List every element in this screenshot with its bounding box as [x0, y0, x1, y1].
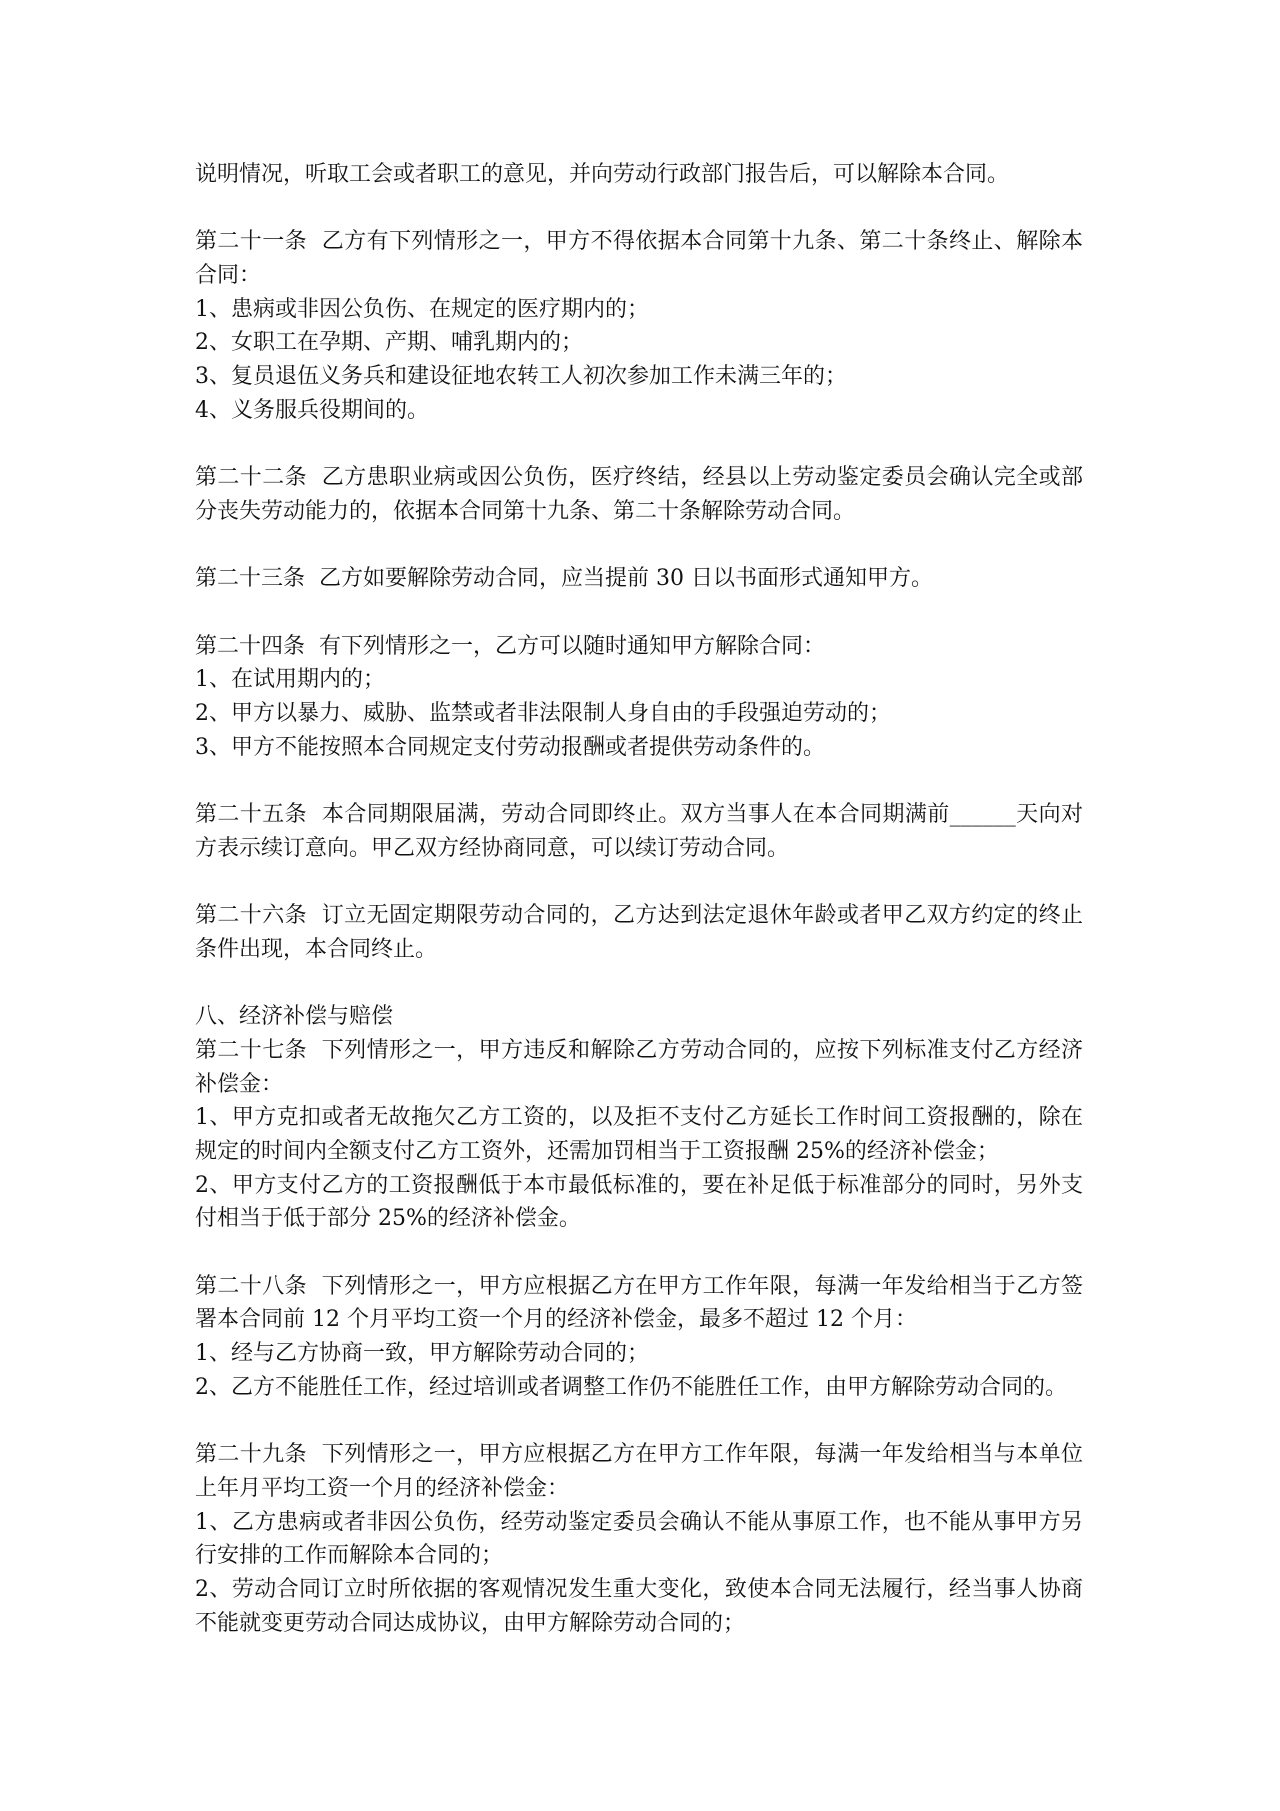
clause — [195, 1371, 1083, 1405]
clause — [195, 697, 1083, 731]
text-line: 4、义务服兵役期间的。 — [195, 397, 429, 423]
section-heading: 八、经济补偿与赔偿 — [195, 1004, 394, 1030]
text-line: 第二十九条 下列情形之一，甲方应根据乙方在甲方工作年限，每满一年发给相当与本单位 — [195, 1442, 1083, 1468]
clause — [195, 293, 1083, 327]
text-line: 第二十六条 订立无固定期限劳动合同的，乙方达到法定退休年龄或者甲乙双方约定的终止 — [195, 903, 1083, 929]
text-line: 补偿金： — [195, 1071, 284, 1097]
paragraph — [195, 630, 1083, 765]
text-line: 分丧失劳动能力的，依据本合同第十九条、第二十条解除劳动合同。 — [195, 498, 856, 524]
text-line: 1、乙方患病或者非因公负伤，经劳动鉴定委员会确认不能从事原工作，也不能从事甲方另 — [195, 1509, 1083, 1535]
clause — [195, 225, 1083, 292]
document-body — [195, 158, 1083, 1640]
paragraph — [195, 899, 1083, 966]
text-line: 第二十一条 乙方有下列情形之一，甲方不得依据本合同第十九条、第二十条终止、解除本 — [195, 229, 1083, 255]
text-line: 1、在试用期内的； — [195, 667, 385, 693]
paragraph — [195, 461, 1083, 528]
clause — [195, 731, 1083, 765]
clause — [195, 1270, 1083, 1337]
text-line: 2、甲方支付乙方的工资报酬低于本市最低标准的，要在补足低于标准部分的同时，另外支 — [195, 1172, 1083, 1198]
text-line: 第二十七条 下列情形之一，甲方违反和解除乙方劳动合同的，应按下列标准支付乙方经济 — [195, 1037, 1083, 1063]
clause — [195, 158, 1083, 192]
clause — [195, 1337, 1083, 1371]
text-line: 第二十二条 乙方患职业病或因公负伤，医疗终结，经县以上劳动鉴定委员会确认完全或部 — [195, 465, 1083, 491]
clause — [195, 394, 1083, 428]
clause — [195, 798, 1083, 865]
text-line: 第二十三条 乙方如要解除劳动合同，应当提前 30 日以书面形式通知甲方。 — [195, 566, 933, 592]
clause — [195, 1169, 1083, 1236]
clause — [195, 1101, 1083, 1168]
paragraph — [195, 1000, 1083, 1236]
text-line: 2、甲方以暴力、威胁、监禁或者非法限制人身自由的手段强迫劳动的； — [195, 701, 891, 726]
text-line: 规定的时间内全额支付乙方工资外，还需加罚相当于工资报酬 25%的经济补偿金； — [195, 1138, 999, 1164]
text-line: 不能就变更劳动合同达成协议，由甲方解除劳动合同的； — [195, 1610, 746, 1636]
text-line: 2、劳动合同订立时所依据的客观情况发生重大变化，致使本合同无法履行，经当事人协商 — [195, 1576, 1083, 1602]
text-line: 说明情况，听取工会或者职工的意见，并向劳动行政部门报告后，可以解除本合同。 — [195, 162, 1010, 187]
clause — [195, 1438, 1083, 1505]
clause — [195, 630, 1083, 664]
text-line: 行安排的工作而解除本合同的； — [195, 1543, 504, 1569]
paragraph — [195, 225, 1083, 427]
clause — [195, 562, 1083, 596]
paragraph — [195, 798, 1083, 865]
clause — [195, 663, 1083, 697]
text-line: 方表示续订意向。甲乙双方经协商同意，可以续订劳动合同。 — [195, 835, 790, 861]
text-line: 第二十五条 本合同期限届满，劳动合同即终止。双方当事人在本合同期满前______天向对 — [195, 802, 1083, 828]
text-line: 1、甲方克扣或者无故拖欠乙方工资的，以及拒不支付乙方延长工作时间工资报酬的，除在 — [195, 1105, 1083, 1131]
clause — [195, 899, 1083, 966]
text-line: 3、甲方不能按照本合同规定支付劳动报酬或者提供劳动条件的。 — [195, 734, 825, 760]
text-line: 第二十八条 下列情形之一，甲方应根据乙方在甲方工作年限，每满一年发给相当于乙方签 — [195, 1273, 1083, 1299]
text-line: 2、乙方不能胜任工作，经过培训或者调整工作仍不能胜任工作，由甲方解除劳动合同的。 — [195, 1374, 1068, 1400]
text-line: 合同： — [195, 263, 262, 289]
text-line: 条件出现，本合同终止。 — [195, 936, 438, 962]
text-line: 上年月平均工资一个月的经济补偿金： — [195, 1475, 570, 1501]
clause — [195, 326, 1083, 360]
text-line: 署本合同前 12 个月平均工资一个月的经济补偿金，最多不超过 12 个月： — [195, 1307, 917, 1333]
clause — [195, 1506, 1083, 1573]
text-line: 第二十四条 有下列情形之一，乙方可以随时通知甲方解除合同： — [195, 633, 825, 659]
clause — [195, 1573, 1083, 1640]
text-line: 付相当于低于部分 25%的经济补偿金。 — [195, 1206, 581, 1232]
paragraph — [195, 158, 1083, 192]
clause — [195, 1034, 1083, 1101]
clause — [195, 461, 1083, 528]
paragraph — [195, 562, 1083, 596]
text-line: 2、女职工在孕期、产期、哺乳期内的； — [195, 330, 583, 356]
text-line: 1、患病或非因公负伤、在规定的医疗期内的； — [195, 296, 649, 322]
paragraph — [195, 1438, 1083, 1640]
paragraph — [195, 1270, 1083, 1405]
text-line: 3、复员退伍义务兵和建设征地农转工人初次参加工作未满三年的； — [195, 364, 847, 390]
text-line: 1、经与乙方协商一致，甲方解除劳动合同的； — [195, 1341, 649, 1367]
clause — [195, 360, 1083, 394]
